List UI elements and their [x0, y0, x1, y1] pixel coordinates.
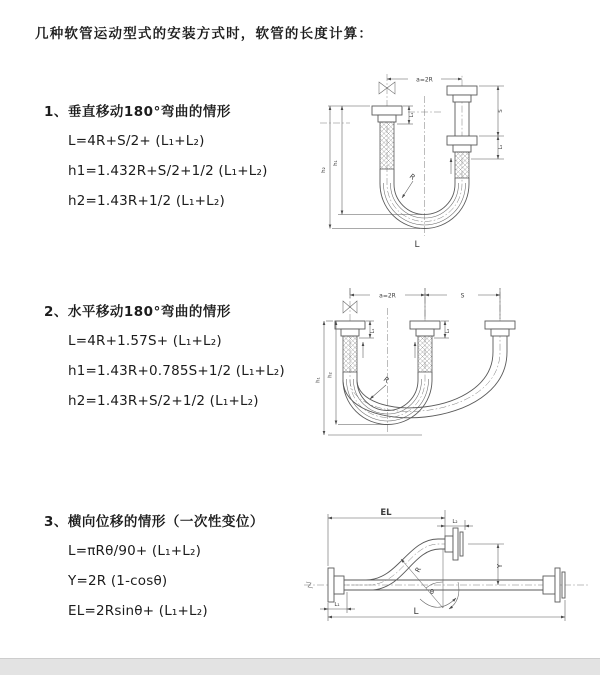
- dim-label-l2: L₂: [445, 328, 451, 334]
- dim-label-s: S: [498, 109, 504, 113]
- formula-el: EL=2Rsinθ+ (L₁+L₂): [68, 603, 208, 619]
- diagram-vertical-bend: [312, 66, 552, 262]
- dim-label-el: EL: [380, 508, 392, 518]
- diagram-lateral-displacement: [298, 496, 600, 660]
- flanges: [335, 321, 515, 336]
- section-3-heading: 3、横向位移的情形（一次性变位）: [44, 514, 264, 530]
- hose-legs: [343, 336, 507, 372]
- dim-label-h1: h₁: [333, 160, 339, 166]
- dim-label-h1: h₁: [315, 377, 322, 383]
- dim-label-a2r: a=2R: [416, 76, 433, 84]
- dim-label-l: L: [413, 607, 419, 617]
- dim-label-l1: L₁: [409, 112, 415, 118]
- dim-label-l2: L₂: [452, 519, 458, 525]
- formula-y: Y=2R (1-cosθ): [68, 573, 168, 589]
- dim-label-h2: h₂: [321, 167, 327, 173]
- section-vertical-bend: [44, 100, 319, 216]
- hose-s-curve: [344, 539, 445, 590]
- section-1-heading: 1、垂直移动180°弯曲的情形: [44, 104, 231, 120]
- dim-label-r: R: [413, 565, 424, 574]
- dim-label-y: Y: [496, 563, 504, 569]
- dim-label-s: S: [460, 292, 465, 300]
- footer-bar: [0, 658, 600, 675]
- dimensions: [321, 77, 504, 251]
- construction-lines: [401, 549, 459, 609]
- formula-h1: h1=1.432R+S/2+1/2 (L₁+L₂): [68, 163, 268, 179]
- diagram-horizontal-bend: [310, 280, 550, 464]
- formula-length: L=πRθ/90+ (L₁+L₂): [68, 543, 202, 559]
- dimensions: [320, 508, 565, 621]
- formula-h2: h2=1.43R+1/2 (L₁+L₂): [68, 193, 225, 209]
- formula-h1: h1=1.43R+0.785S+1/2 (L₁+L₂): [68, 363, 285, 379]
- left-end-fitting: [372, 106, 402, 169]
- dim-label-l2: L₂: [498, 144, 504, 150]
- section-horizontal-bend: [44, 300, 319, 416]
- dim-label-l1: L₁: [370, 328, 376, 334]
- dim-label-r: R: [407, 172, 417, 182]
- dim-label-a2r: a=2R: [379, 292, 396, 300]
- formula-h2: h2=1.43R+S/2+1/2 (L₁+L₂): [68, 393, 259, 409]
- formula-length: L=4R+S/2+ (L₁+L₂): [68, 133, 205, 149]
- formula-length: L=4R+1.57S+ (L₁+L₂): [68, 333, 222, 349]
- section-2-heading: 2、水平移动180°弯曲的情形: [44, 304, 231, 320]
- page-title: 几种软管运动型式的安装方式时，软管的长度计算：: [35, 26, 374, 42]
- dim-label-h2: h₂: [327, 372, 334, 378]
- section-lateral-displacement: [44, 510, 319, 626]
- dim-label-r: R: [381, 375, 391, 385]
- upper-end-fitting: [445, 528, 463, 560]
- left-end-fitting: [328, 568, 344, 602]
- dim-label-l1: L₁: [334, 602, 340, 608]
- dim-label-l: L: [414, 240, 420, 250]
- dim-label-theta: θ: [430, 588, 434, 596]
